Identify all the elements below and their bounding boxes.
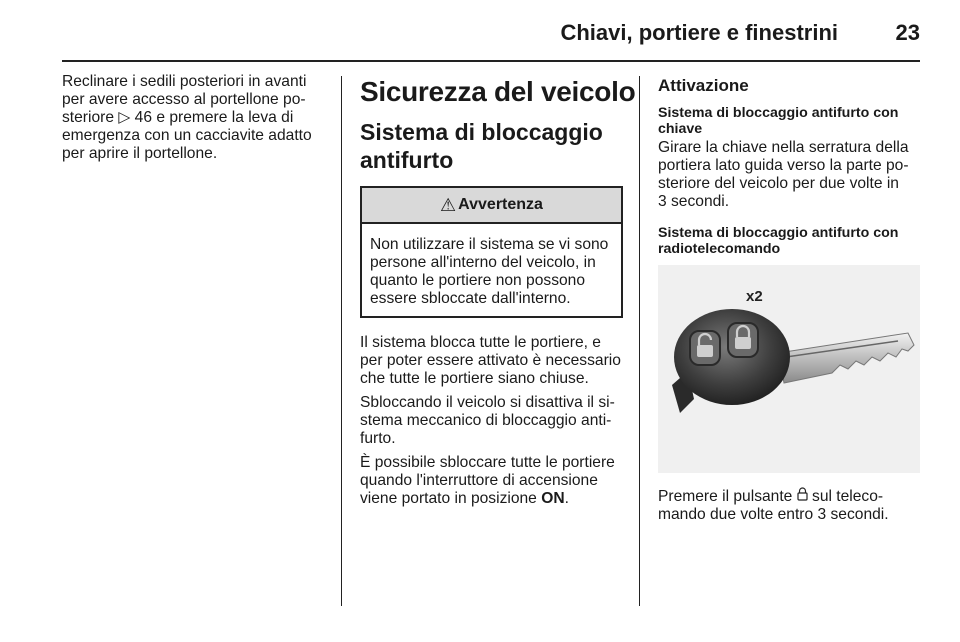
text-fragment: Premere il pulsante [658,488,797,505]
text-line: furto. [360,430,396,447]
warning-body [362,224,621,316]
text-line: emergenza con un cacciavite adatto [62,127,312,144]
text-line: steriore del veicolo per due volte in [658,175,899,192]
warning-line: Non utilizzare il sistema se vi sono [370,236,609,253]
column-divider-2 [639,76,640,606]
text-line: È possibile sbloccare tutte le portiere [360,454,615,471]
text-line: portiera lato guida verso la parte po- [658,157,909,174]
activation-heading: Attivazione [658,76,749,95]
text-fragment: sul teleco- [807,488,884,505]
text-line: 3 secondi. [658,193,730,210]
text-fragment: viene portato in posizione [360,490,542,507]
key-lock-subheading [658,105,923,137]
ignition-position-on: ON [541,490,565,507]
text-line [360,490,626,508]
subsection-heading [360,118,626,174]
page-header [62,20,920,46]
page-number: 23 [895,20,920,45]
paragraph [360,334,626,388]
column-2 [360,70,636,522]
subsection-heading-line: Sistema di bloccaggio [360,119,603,145]
header-rule [62,60,920,62]
text-line: steriore ▷ 46 e premere la leva di [62,109,294,126]
text-line: mando due volte entro 3 secondi. [658,506,889,523]
text-line: Reclinare i sedili posteriori in avanti [62,73,307,90]
text-line: per avere accesso al portellone po- [62,91,306,108]
column-divider-1 [341,76,342,606]
warning-title: Avvertenza [458,196,543,213]
text-line: quando l'interruttore di accensione [360,472,598,489]
subheading-line: Sistema di bloccaggio antifurto con [658,105,899,121]
text-line: per aprire il portellone. [62,145,218,162]
text-fragment: . [564,490,569,507]
warning-header [362,188,621,224]
text-line: Sbloccando il veicolo si disattiva il si- [360,394,615,411]
warning-triangle-icon: ⚠ [440,195,457,215]
lock-icon [797,487,808,501]
text-line: che tutte le portiere siano chiuse. [360,370,589,387]
remote-key-illustration [658,265,920,473]
remote-key-drawing [658,265,920,473]
column-1 [62,73,324,163]
press-twice-label: x2 [746,288,763,305]
warning-box [360,186,623,318]
paragraph [360,454,626,508]
warning-line: persone all'interno del veicolo, in [370,254,596,271]
subheading-line: radiotelecomando [658,241,781,257]
text-line: stema meccanico di bloccaggio anti- [360,412,612,429]
text-line: Il sistema blocca tutte le portiere, e [360,334,601,351]
subsection-heading-line: antifurto [360,147,454,173]
intro-paragraph [62,73,324,163]
warning-line: quanto le portiere non possono [370,272,586,289]
subheading-line: chiave [658,121,703,137]
paragraph [658,139,923,211]
column-3 [658,70,923,538]
page-header-title: Chiavi, portiere e finestrini [560,20,838,45]
text-line: Girare la chiave nella serratura della [658,139,909,156]
text-line: per poter essere attivato è necessario [360,352,621,369]
text-line [658,487,923,506]
paragraph [360,394,626,448]
remote-lock-subheading [658,225,923,257]
warning-line: essere sbloccate dall'interno. [370,290,571,307]
paragraph [658,487,923,524]
section-heading: Sicurezza del veicolo [360,76,636,107]
subheading-line: Sistema di bloccaggio antifurto con [658,225,899,241]
